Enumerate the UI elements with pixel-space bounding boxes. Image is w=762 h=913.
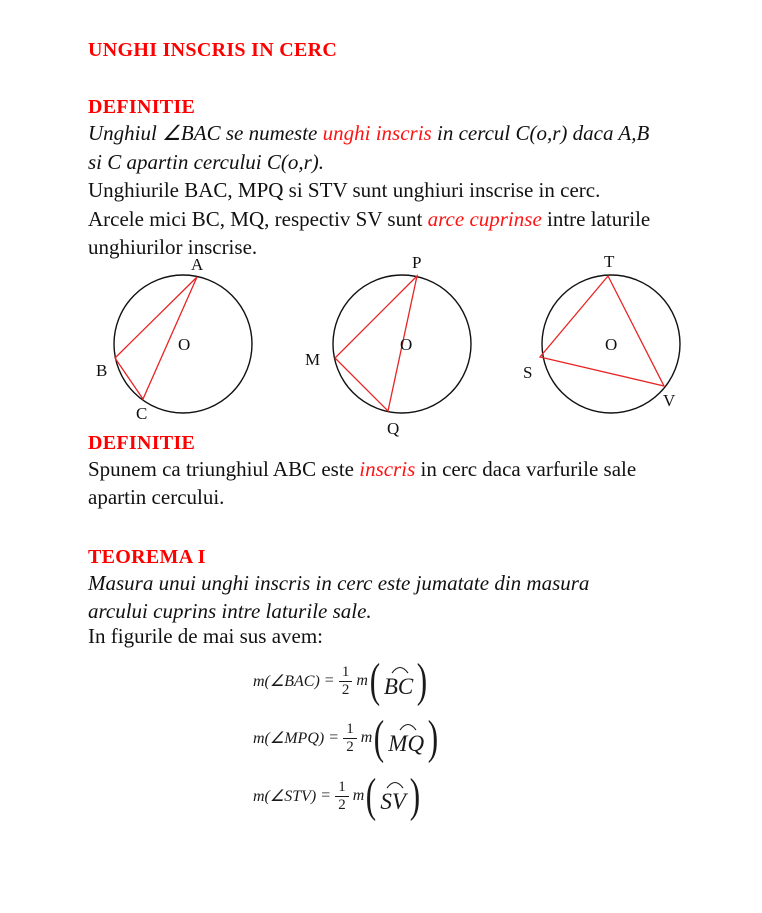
arc-group <box>381 663 416 700</box>
theorem-heading: TEOREMA I <box>88 546 206 568</box>
figure1-label-C: C <box>136 404 148 423</box>
definition1-line4 <box>88 207 650 231</box>
circle-figures <box>0 250 762 445</box>
fraction-one-half <box>339 664 353 699</box>
text-segment: intre laturile <box>541 207 651 231</box>
theorem-line3: In figurile de mai sus avem: <box>88 624 324 648</box>
arc-group <box>377 778 409 815</box>
definition1-line1 <box>88 121 649 145</box>
close-paren: ) <box>417 653 428 707</box>
measure-m: m <box>360 729 373 746</box>
definition2-line2: apartin cercului. <box>88 485 225 509</box>
text-segment: in cerc daca varfurile sale <box>415 457 637 481</box>
definition1-heading: DEFINITIE <box>88 96 196 118</box>
figure1-label-A: A <box>191 255 204 274</box>
formula-mpq <box>253 712 439 764</box>
fraction-numerator: 1 <box>343 721 357 739</box>
formula-lhs: m(∠MPQ) <box>253 730 325 747</box>
figure3-label-S: S <box>523 363 533 382</box>
open-paren: ( <box>369 653 381 707</box>
theorem-line2: arcului cuprins intre laturile sale. <box>88 599 372 623</box>
arc-group <box>385 720 427 757</box>
arc-icon <box>398 721 418 731</box>
fraction-denominator: 2 <box>338 796 346 813</box>
definition1-line5: unghiurilor inscrise. <box>88 235 258 259</box>
close-paren: ) <box>427 710 439 764</box>
measure-m: m <box>352 787 365 804</box>
text-segment: Arcele mici BC, MQ, respectiv SV sunt <box>88 207 428 231</box>
fraction-numerator: 1 <box>335 779 349 797</box>
figure2-label-P: P <box>412 253 422 272</box>
arc-letters: SV <box>380 788 406 814</box>
highlight-inscris: inscris <box>359 457 416 481</box>
arc-icon <box>390 664 410 674</box>
fraction-denominator: 2 <box>341 681 350 698</box>
page-title: UNGHI INSCRIS IN CERC <box>88 39 338 61</box>
theorem-line1: Masura unui unghi inscris in cerc este jumatate din masura <box>88 571 590 595</box>
figure3-label-O: O <box>605 335 618 354</box>
open-paren: ( <box>374 710 385 764</box>
equals-sign: = <box>324 672 334 689</box>
figure1-label-B: B <box>96 361 108 380</box>
figure2-label-M: M <box>305 350 321 369</box>
arc-letters: MQ <box>388 730 425 756</box>
figure1-label-O: O <box>178 335 191 354</box>
formula-lhs: m(∠STV) <box>253 788 317 805</box>
figure3-label-V: V <box>663 391 676 410</box>
close-paren: ) <box>409 768 421 822</box>
formula-bac <box>253 655 428 707</box>
fraction-one-half <box>343 721 357 756</box>
measure-m: m <box>356 672 368 689</box>
figure3-inscribed-triangle <box>540 276 664 386</box>
equals-sign: = <box>321 787 331 804</box>
fraction-numerator: 1 <box>339 664 353 682</box>
fraction-one-half <box>335 779 349 814</box>
equals-sign: = <box>329 729 339 746</box>
definition2-heading: DEFINITIE <box>88 432 196 454</box>
formula-lhs: m(∠BAC) <box>253 673 320 690</box>
figure3-label-T: T <box>604 252 615 271</box>
definition1-line3: Unghiurile BAC, MPQ si STV sunt unghiuri inscrise in cerc. <box>88 178 601 202</box>
figure2-label-O: O <box>400 335 413 354</box>
figure2-label-Q: Q <box>387 419 400 438</box>
text-segment: Spunem ca triunghiul ABC este <box>88 457 360 481</box>
arc-letters: BC <box>383 673 414 699</box>
definition2-line1 <box>88 457 636 481</box>
formula-stv <box>253 770 421 822</box>
fraction-denominator: 2 <box>346 738 354 755</box>
definition1-line2: si C apartin cercului C(o,r). <box>88 150 325 174</box>
open-paren: ( <box>366 768 377 822</box>
text-segment: in cercul C(o,r) daca A,B <box>431 121 650 145</box>
text-segment: Unghiul ∠BAC se numeste <box>88 121 323 145</box>
arc-icon <box>385 779 405 789</box>
highlight-unghi-inscris: unghi inscris <box>322 121 432 145</box>
highlight-arce-cuprinse: arce cuprinse <box>427 207 542 231</box>
